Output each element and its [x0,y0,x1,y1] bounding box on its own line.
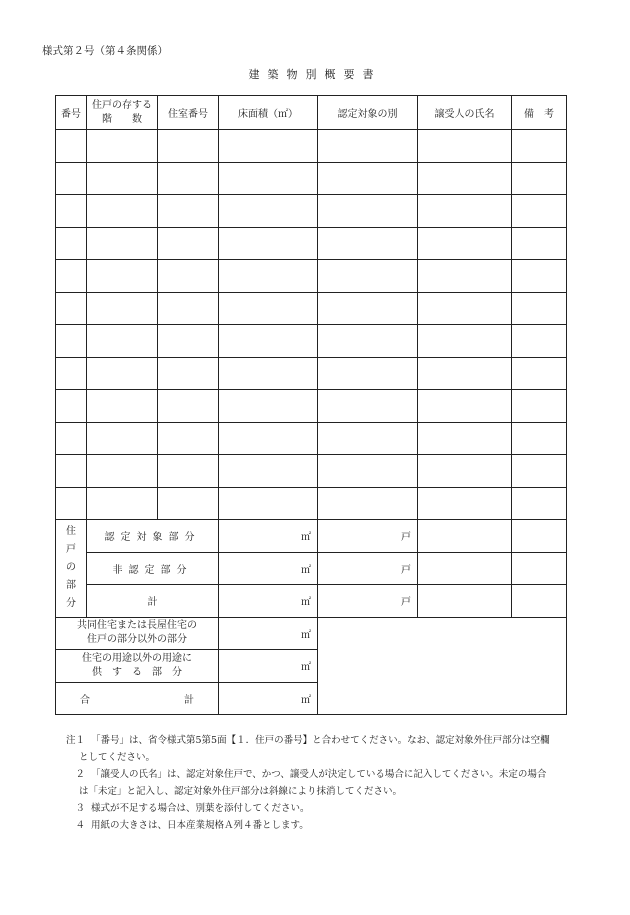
label-char: 部 [66,580,76,592]
table-cell [87,227,158,260]
table-cell [87,487,158,520]
table-cell [158,455,219,488]
table-row [56,260,567,293]
dwelling-section-label [56,520,87,618]
blank-area [318,617,567,715]
table-row [56,195,567,228]
table-cell [418,487,512,520]
table-cell [219,195,318,228]
note-text [91,817,585,834]
table-row [56,130,567,163]
table-cell [318,130,418,163]
table-cell [318,292,418,325]
note-number: ４ [75,820,85,831]
form-number: 様式第２号（第４条関係） [42,45,168,57]
table-cell [158,260,219,293]
table-row [56,325,567,358]
table-cell [219,227,318,260]
table-row [56,487,567,520]
table-cell [418,130,512,163]
table-cell [87,195,158,228]
table-header-row [56,96,567,130]
table-row [56,455,567,488]
table-cell [418,227,512,260]
table-cell [318,390,418,423]
table-cell [56,455,87,488]
table-cell [512,195,567,228]
table-cell [158,357,219,390]
table-cell [87,357,158,390]
note-number: ３ [75,803,85,814]
table-cell [87,390,158,423]
non-residential-label [56,650,219,683]
table-cell [512,260,567,293]
non-residential-line1: 住宅の用途以外の用途に [82,652,192,664]
cell [512,520,567,553]
cell [418,585,512,618]
table-cell [318,195,418,228]
count-unit: 戸 [318,520,418,553]
area-unit: ㎡ [219,552,318,585]
table-cell [219,455,318,488]
table-cell [219,390,318,423]
table-cell [158,390,219,423]
header-floor-line1: 住戸の存する [92,99,152,111]
certified-part-row [56,520,567,553]
table-cell [418,455,512,488]
note-item [55,800,585,817]
table-row [56,390,567,423]
note-line: は「未定」と記入し、認定対象外住戸部分は斜線により抹消してください。 [79,786,403,797]
table-cell [318,455,418,488]
table-cell [318,325,418,358]
table-cell [87,325,158,358]
total-right: 計 [184,694,194,706]
table-cell [318,487,418,520]
table-cell [219,325,318,358]
non-certified-part-label: 非認定部分 [87,552,219,585]
table-cell [418,162,512,195]
area-unit: ㎡ [219,650,318,683]
note-item [55,766,585,800]
table-cell [418,325,512,358]
page-title: 建築物別概要書 [248,68,382,81]
table-cell [418,390,512,423]
total-left: 合 [80,694,90,706]
table-cell [512,390,567,423]
shared-line1: 共同住宅または長屋住宅の [77,620,197,632]
label-char: の [66,562,76,574]
table-cell [158,130,219,163]
subtotal-label: 計 [87,585,219,618]
table-cell [87,260,158,293]
table-cell [158,487,219,520]
table-cell [318,162,418,195]
table-cell [512,162,567,195]
note-number: 注１ [65,735,85,746]
table-cell [512,325,567,358]
table-cell [56,260,87,293]
table-cell [87,130,158,163]
table-cell [158,292,219,325]
table-cell [87,292,158,325]
header-floor [87,96,158,130]
note-text [79,766,585,800]
table-cell [87,422,158,455]
table-cell [512,130,567,163]
label-char: 戸 [66,544,76,556]
table-cell [219,487,318,520]
area-unit: ㎡ [219,585,318,618]
data-rows [56,130,567,520]
note-item [55,817,585,834]
table-cell [56,487,87,520]
count-unit: 戸 [318,552,418,585]
cell [512,552,567,585]
table-cell [158,195,219,228]
table-cell [158,325,219,358]
note-item [55,732,585,766]
count-unit: 戸 [318,585,418,618]
table-cell [512,455,567,488]
table-cell [318,260,418,293]
table-cell [219,292,318,325]
table-cell [56,357,87,390]
table-cell [219,130,318,163]
table-cell [56,227,87,260]
table-row [56,162,567,195]
table-cell [219,162,318,195]
shared-part-row [56,617,567,650]
header-room: 住室番号 [158,96,219,130]
table-cell [512,227,567,260]
table-cell [56,422,87,455]
table-cell [512,292,567,325]
table-cell [56,130,87,163]
table-cell [87,162,158,195]
certified-part-label: 認定対象部分 [87,520,219,553]
note-line: 「番号」は、省令様式第5第5面【１．住戸の番号】と合わせてください。なお、認定対象外住戸部分は空欄 [91,735,550,746]
note-line: 様式が不足する場合は、別葉を添付してください。 [91,803,310,814]
table-cell [56,292,87,325]
table-row [56,292,567,325]
table-cell [418,422,512,455]
cell [418,520,512,553]
table-cell [158,162,219,195]
header-floor-line2: 階 数 [102,113,142,125]
table-cell [512,422,567,455]
table-cell [418,195,512,228]
table-cell [512,357,567,390]
header-number: 番号 [56,96,87,130]
note-line: 「譲受人の氏名」は、認定対象住戸で、かつ、譲受人が決定している場合に記入してください。未定の場合 [91,769,547,780]
header-certified: 認定対象の別 [318,96,418,130]
area-unit: ㎡ [219,617,318,650]
table-cell [56,325,87,358]
table-cell [219,422,318,455]
table-row [56,357,567,390]
table-row [56,227,567,260]
table-cell [219,357,318,390]
table-cell [318,357,418,390]
cell [418,552,512,585]
note-line: 用紙の大きさは、日本産業規格Ａ列４番とします。 [91,820,309,831]
table-row [56,422,567,455]
table-cell [318,422,418,455]
table-cell [512,487,567,520]
label-char: 住 [66,526,76,538]
cell [512,585,567,618]
table-cell [418,357,512,390]
area-unit: ㎡ [219,520,318,553]
table-cell [56,195,87,228]
header-area: 床面積（㎡） [219,96,318,130]
note-text [91,800,585,817]
header-remarks: 備 考 [512,96,567,130]
table-cell [418,260,512,293]
shared-line2: 住戸の部分以外の部分 [87,634,187,646]
note-line: としてください。 [79,752,156,763]
note-text [79,732,585,766]
non-residential-line2: 供 す る 部 分 [92,666,182,678]
overview-table [55,95,567,715]
table-cell [318,227,418,260]
grand-total-label [56,682,219,715]
notes [55,732,585,834]
table-cell [418,292,512,325]
table-cell [158,227,219,260]
table-cell [56,162,87,195]
table-cell [87,455,158,488]
table-cell [219,260,318,293]
area-unit: ㎡ [219,682,318,715]
shared-part-label [56,617,219,650]
table-cell [158,422,219,455]
label-char: 分 [66,598,76,610]
note-number: ２ [75,769,85,780]
subtotal-row [56,585,567,618]
non-certified-part-row [56,552,567,585]
header-transferee: 譲受人の氏名 [418,96,512,130]
table-cell [56,390,87,423]
